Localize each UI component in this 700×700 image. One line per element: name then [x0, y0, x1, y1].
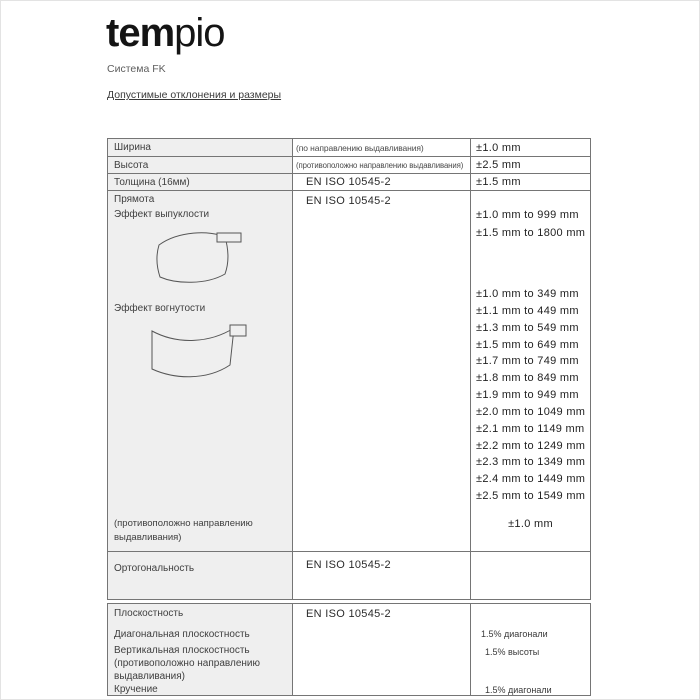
straightness-opposite-label: (противоположно направлению выдавливания) [114, 518, 253, 543]
range-item: ±1.9 mm to 949 mm [476, 389, 579, 402]
twist-label: Кручение [114, 684, 158, 695]
tolerances-table [107, 138, 591, 600]
row-thickness-value-cell [470, 173, 590, 190]
range-item: ±1.7 mm to 749 mm [476, 355, 579, 368]
orthogonality-label-cell [108, 551, 292, 599]
row-height-value-cell [470, 156, 590, 173]
range-item: ±1.3 mm to 549 mm [476, 321, 579, 334]
brand-logo [106, 9, 225, 57]
flatness-label-cell [108, 604, 292, 695]
row-width-value: ±1.0 mm [476, 141, 521, 154]
diagonal-flatness-label: Диагональная плоскостность [114, 629, 250, 640]
convexity-diagram [154, 227, 244, 287]
flatness-method-cell [292, 604, 470, 695]
straightness-top-value: ±1.0 mm to 999 mm [476, 209, 579, 221]
flatness-label: Плоскостность [114, 608, 184, 619]
range-item: ±2.2 mm to 1249 mm [476, 439, 586, 452]
range-item: ±2.5 mm to 1549 mm [476, 490, 586, 503]
straightness-method-cell [292, 190, 470, 551]
brand-logo-light: pio [174, 11, 225, 55]
range-item: ±2.1 mm to 1149 mm [476, 422, 585, 435]
row-thickness-method-cell [292, 173, 470, 190]
range-item: ±2.3 mm to 1349 mm [476, 456, 586, 469]
row-width-label: Ширина [114, 142, 151, 153]
concavity-label: Эффект вогнутости [114, 303, 206, 314]
row-thickness-value: ±1.5 mm [476, 176, 521, 188]
deviations-link[interactable]: Допустимые отклонения и размеры [107, 89, 282, 101]
straightness-label: Прямота [114, 194, 155, 205]
row-height-value: ±2.5 mm [476, 159, 521, 171]
range-item: ±1.1 mm to 449 mm [476, 304, 579, 317]
row-width-label-cell [108, 139, 292, 156]
orthogonality-method: EN ISO 10545-2 [306, 559, 391, 571]
row-height-method: (противоположно направлению выдавливания) [296, 160, 464, 170]
straightness-range-list [476, 286, 585, 505]
row-height-label: Высота [114, 159, 149, 171]
concavity-diagram [148, 323, 248, 381]
range-item: ±2.4 mm to 1449 mm [476, 473, 586, 486]
straightness-top-value: ±1.5 mm to 1800 mm [476, 227, 586, 239]
convexity-label: Эффект выпуклости [114, 209, 210, 220]
diagonal-flatness-value: 1.5% диагонали [481, 629, 548, 639]
straightness-method: EN ISO 10545-2 [306, 195, 391, 207]
orthogonality-label: Ортогональность [114, 563, 195, 574]
orthogonality-method-cell [292, 551, 470, 599]
straightness-value-cell [470, 190, 590, 551]
range-item: ±2.0 mm to 1049 mm [476, 405, 586, 418]
brand-logo-bold: tem [106, 11, 175, 55]
row-width-value-cell [470, 139, 590, 156]
range-item: ±1.8 mm to 849 mm [476, 372, 579, 385]
orthogonality-value-cell [470, 551, 590, 599]
twist-value: 1.5% диагонали [485, 685, 552, 695]
row-width-method: (по направлению выдавливания) [296, 142, 424, 153]
row-height-method-cell [292, 156, 470, 173]
row-thickness-method: EN ISO 10545-2 [306, 176, 391, 188]
flatness-table [107, 603, 591, 696]
row-width-method-cell [292, 139, 470, 156]
flatness-method: EN ISO 10545-2 [306, 608, 391, 620]
flatness-value-cell [470, 604, 590, 695]
straightness-label-cell [108, 190, 292, 551]
range-item: ±1.0 mm to 349 mm [476, 288, 579, 300]
straightness-opposite-value: ±1.0 mm [508, 518, 553, 530]
straightness-top-values [476, 206, 585, 242]
row-height-label-cell [108, 156, 292, 173]
row-thickness-label-cell [108, 173, 292, 190]
range-item: ±1.5 mm to 649 mm [476, 338, 579, 351]
row-thickness-label: Толщина (16мм) [114, 176, 190, 188]
vertical-flatness-value: 1.5% высоты [485, 647, 540, 657]
vertical-flatness-label: Вертикальная плоскостность (противоположно направлению выдавливания) [114, 645, 260, 682]
system-label: Система FK [107, 63, 166, 75]
